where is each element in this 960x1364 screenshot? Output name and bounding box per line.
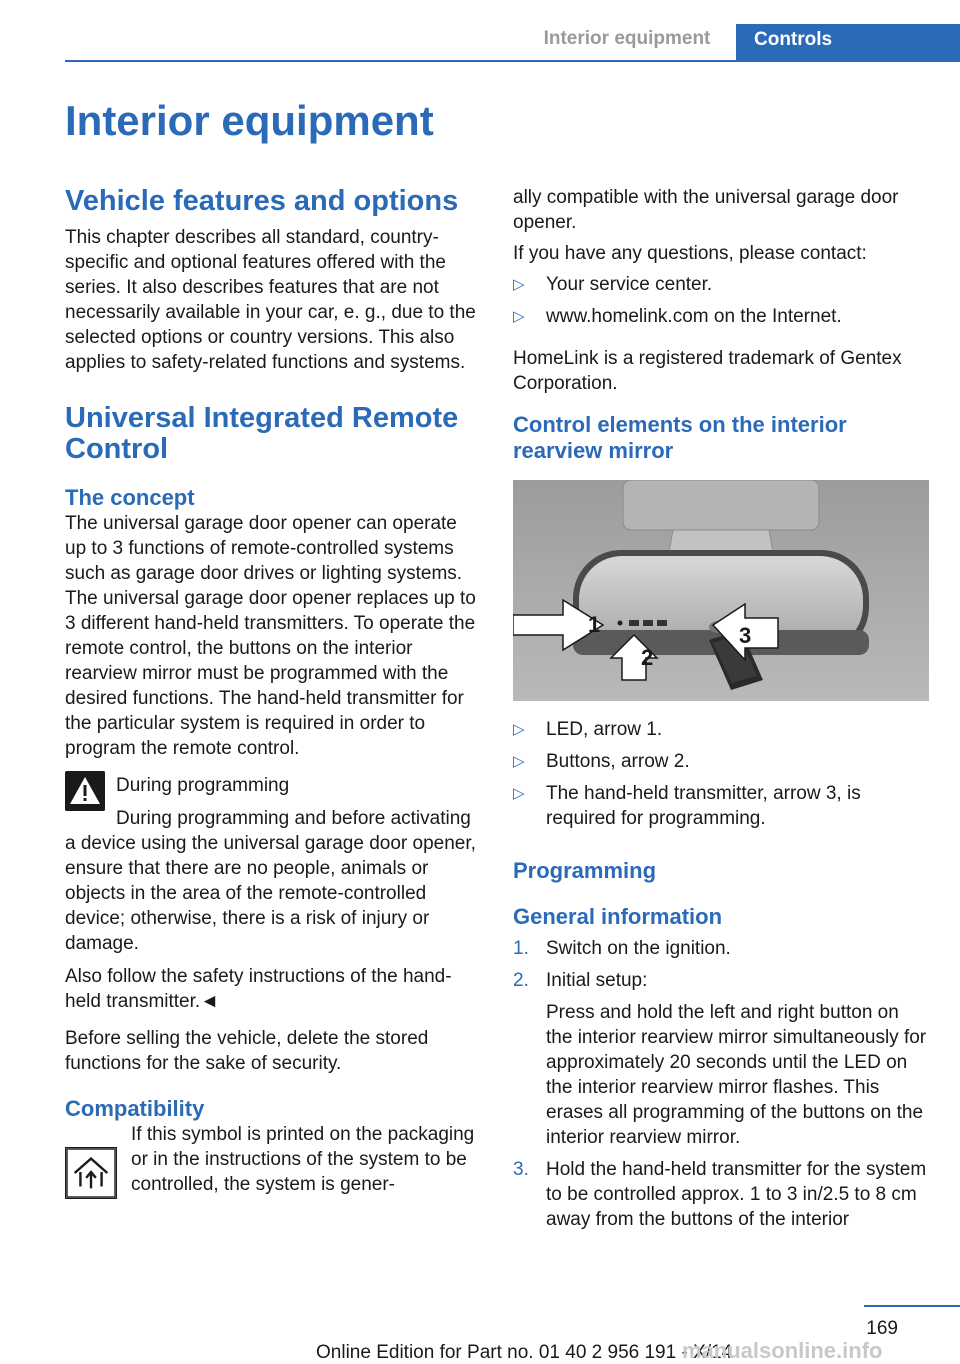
arrow-label-2: 2 — [641, 645, 654, 670]
paragraph-vehicle-features: This chapter describes all standard, country-specific and optional features offered with the series. It also describes features that are not necessarily available in your car, e. g., due to the selected options or country versions. This also applies to safety-related functions and systems. — [65, 227, 476, 373]
heading-vehicle-features: Vehicle features and options — [65, 185, 459, 217]
heading-uirc: Universal Integrated Remote Control — [65, 402, 459, 465]
list-item: 2. Initial setup: Press and hold the left and right button on the interior rearview mirror simultaneously for approximately 20 seconds until the LED on the interior rearview mirror flashes. This erases all programming of the buttons on the interior rearview mirror. — [513, 968, 929, 1150]
control-elements-list — [513, 717, 929, 831]
list-item: 3. Hold the hand-held transmitter for the system to be controlled approx. 1 to 3 in/2.5 to 8 cm away from the buttons of the interior — [513, 1159, 927, 1230]
heading-general-information: General information — [513, 904, 723, 929]
paragraph-compatibility: If this symbol is printed on the packaging or in the instructions of the system to be controlled, the system is gener- — [131, 1124, 475, 1195]
triangle-bullet-icon: ▷ — [513, 276, 525, 293]
paragraph-selling: Before selling the vehicle, delete the stored functions for the sake of security. — [65, 1028, 429, 1074]
house-arrow-icon — [65, 1147, 117, 1199]
triangle-bullet-icon: ▷ — [513, 785, 525, 802]
heading-concept: The concept — [65, 485, 195, 510]
arrow-label-3: 3 — [739, 623, 752, 648]
page-title: Interior equipment — [65, 97, 434, 144]
step-detail: Press and hold the left and right button on the interior rearview mirror simultaneously for approximately 20 seconds until the LED on the interior rearview mirror flashes. This erases all programming of the buttons on the interior rearview mirror. — [546, 1002, 927, 1148]
warning-text: During programming and before activating a device using the universal garage door opener, ensure that there are no people, animals or objects in the area of the remote-controlled device; otherwise, there is a risk of injury or damage. — [65, 808, 476, 954]
paragraph-trademark: HomeLink is a registered trademark of Gentex Corporation. — [513, 348, 902, 394]
heading-programming: Programming — [513, 858, 657, 883]
compatibility-block — [65, 1122, 481, 1197]
triangle-bullet-icon: ▷ — [513, 753, 525, 770]
header-tab-controls: Controls — [736, 24, 960, 61]
watermark: manualsonline.info — [682, 1338, 883, 1363]
header-section-label: Interior equipment — [543, 28, 711, 49]
triangle-bullet-icon: ▷ — [513, 721, 525, 738]
list-item: ▷ The hand-held transmitter, arrow 3, is required for programming. — [513, 783, 861, 829]
footer-rule — [864, 1305, 960, 1307]
warning-block — [65, 773, 481, 956]
triangle-bullet-icon: ▷ — [513, 308, 525, 325]
header-rule — [65, 60, 960, 62]
paragraph-compat-continued: ally compatible with the universal garage door opener. — [513, 187, 899, 233]
list-item: 1. Switch on the ignition. — [513, 938, 731, 959]
programming-steps — [513, 936, 929, 1232]
list-item: ▷ Your service center. — [513, 274, 713, 295]
heading-control-elements: Control elements on the interior rearview mirror — [513, 412, 847, 463]
right-column — [513, 185, 929, 1239]
list-item: ▷ Buttons, arrow 2. — [513, 751, 690, 772]
heading-compatibility: Compatibility — [65, 1096, 205, 1121]
warning-triangle-icon — [65, 771, 105, 811]
left-column — [65, 186, 481, 1197]
warning-title: During programming — [116, 775, 290, 796]
paragraph-contact: If you have any questions, please contact: — [513, 243, 867, 264]
paragraph-concept: The universal garage door opener can operate up to 3 functions of remote-controlled systems such as garage door drives or lighting systems. The universal garage door opener replaces up to 3 different hand-held transmitters. To operate the remote control, the buttons on the interior rearview mirror must be programmed with the desired functions. The hand-held transmitter for the particular system is required in order to program the remote control. — [65, 513, 476, 759]
list-item: ▷ LED, arrow 1. — [513, 719, 663, 740]
paragraph-safety-instructions: Also follow the safety instructions of the hand-held transmitter.◄ — [65, 966, 452, 1012]
page-number: 169 — [866, 1318, 898, 1339]
footer-edition: Online Edition for Part no. 01 40 2 956 191 - X/14 — [316, 1342, 733, 1363]
list-item: ▷ www.homelink.com on the Internet. — [513, 306, 842, 327]
arrow-label-1: 1 — [588, 612, 601, 637]
contact-list — [513, 272, 929, 329]
rearview-mirror-image — [513, 480, 929, 701]
